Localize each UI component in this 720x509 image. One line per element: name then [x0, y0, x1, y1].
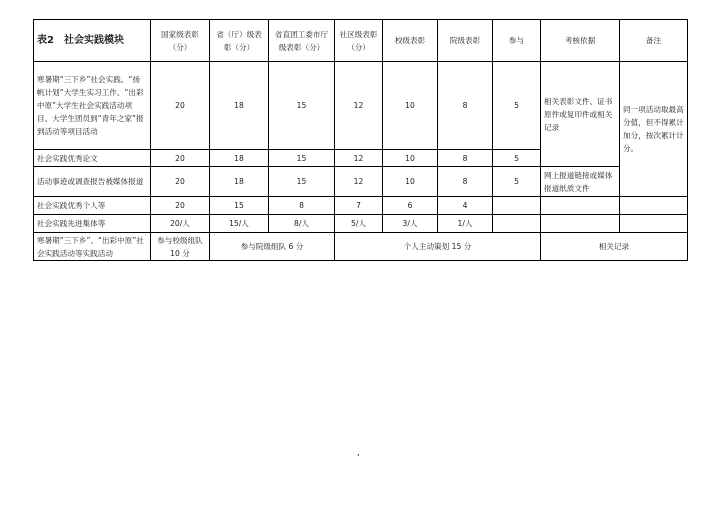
- header-row: [34, 20, 688, 62]
- header-participate: 参与: [493, 20, 541, 62]
- cell: [493, 197, 541, 215]
- cell: 12: [335, 62, 383, 150]
- row-label: 活动事迹或调查报告被媒体报道: [34, 167, 151, 197]
- cell: 15: [269, 150, 335, 167]
- basis-records: 相关表彰文件、证书原件或复印件或相关记录: [541, 62, 620, 167]
- table-row: [34, 233, 688, 261]
- cell: 5: [493, 167, 541, 197]
- cell: [493, 215, 541, 233]
- basis-last: 相关记录: [541, 233, 688, 261]
- cell: 8/人: [269, 215, 335, 233]
- cell: 1/人: [438, 215, 493, 233]
- cell: 18: [210, 62, 269, 150]
- table-row: [34, 167, 688, 197]
- remark-cell: 同一项活动取最高分值，但不得累计加分，按次累计计分。: [620, 62, 688, 197]
- cell: 5: [493, 62, 541, 150]
- cell: 5/人: [335, 215, 383, 233]
- header-basis: 考核依据: [541, 20, 620, 62]
- row-label: 社会实践优秀论文: [34, 150, 151, 167]
- row-label: 社会实践优秀个人等: [34, 197, 151, 215]
- table-row: [34, 197, 688, 215]
- cell: 15/人: [210, 215, 269, 233]
- header-school: 校级表彰: [383, 20, 438, 62]
- cell: 参与院级组队 6 分: [210, 233, 335, 261]
- cell: 8: [438, 167, 493, 197]
- practice-module-table: [33, 19, 688, 261]
- cell: [541, 215, 620, 233]
- cell: 20: [151, 150, 210, 167]
- cell: 15: [269, 62, 335, 150]
- cell: 10: [383, 62, 438, 150]
- cell: 5: [493, 150, 541, 167]
- basis-media: 网上报道链接或媒体报道纸质文件: [541, 167, 620, 197]
- cell: 12: [335, 167, 383, 197]
- header-city: 省直团工委市厅级表彰（分）: [269, 20, 335, 62]
- cell: 10: [383, 167, 438, 197]
- table-title: 表2 社会实践模块: [34, 20, 151, 62]
- cell: 6: [383, 197, 438, 215]
- header-college: 院级表彰: [438, 20, 493, 62]
- cell: [620, 215, 688, 233]
- cell: 8: [438, 150, 493, 167]
- cell: 8: [438, 62, 493, 150]
- table-row: [34, 62, 688, 150]
- cell: 3/人: [383, 215, 438, 233]
- cell: 个人主动策划 15 分: [335, 233, 541, 261]
- cell: 7: [335, 197, 383, 215]
- cell: 20/人: [151, 215, 210, 233]
- cell: 20: [151, 62, 210, 150]
- cell: 18: [210, 167, 269, 197]
- cell: 10: [383, 150, 438, 167]
- cell: 15: [269, 167, 335, 197]
- cell: 15: [210, 197, 269, 215]
- cell: 12: [335, 150, 383, 167]
- cell: 20: [151, 167, 210, 197]
- page-mark: ,: [357, 448, 360, 458]
- table-row: [34, 215, 688, 233]
- row-label: 寒暑期“三下乡”、“出彩中原”社会实践活动等实践活动: [34, 233, 151, 261]
- cell: [541, 197, 620, 215]
- cell: 参与校级组队 10 分: [151, 233, 210, 261]
- row-label: 寒暑期“三下乡”社会实践、“扬帆计划”大学生实习工作、“出彩中原”大学生社会实践活动项目、大学生团员到“青年之家”报到活动等项目活动: [34, 62, 151, 150]
- row-label: 社会实践先进集体等: [34, 215, 151, 233]
- header-community: 社区级表彰（分）: [335, 20, 383, 62]
- cell: 18: [210, 150, 269, 167]
- header-national: 国家级表彰（分）: [151, 20, 210, 62]
- header-remark: 备注: [620, 20, 688, 62]
- cell: [620, 197, 688, 215]
- header-provincial: 省（厅）级表彰（分）: [210, 20, 269, 62]
- cell: 4: [438, 197, 493, 215]
- cell: 20: [151, 197, 210, 215]
- cell: 8: [269, 197, 335, 215]
